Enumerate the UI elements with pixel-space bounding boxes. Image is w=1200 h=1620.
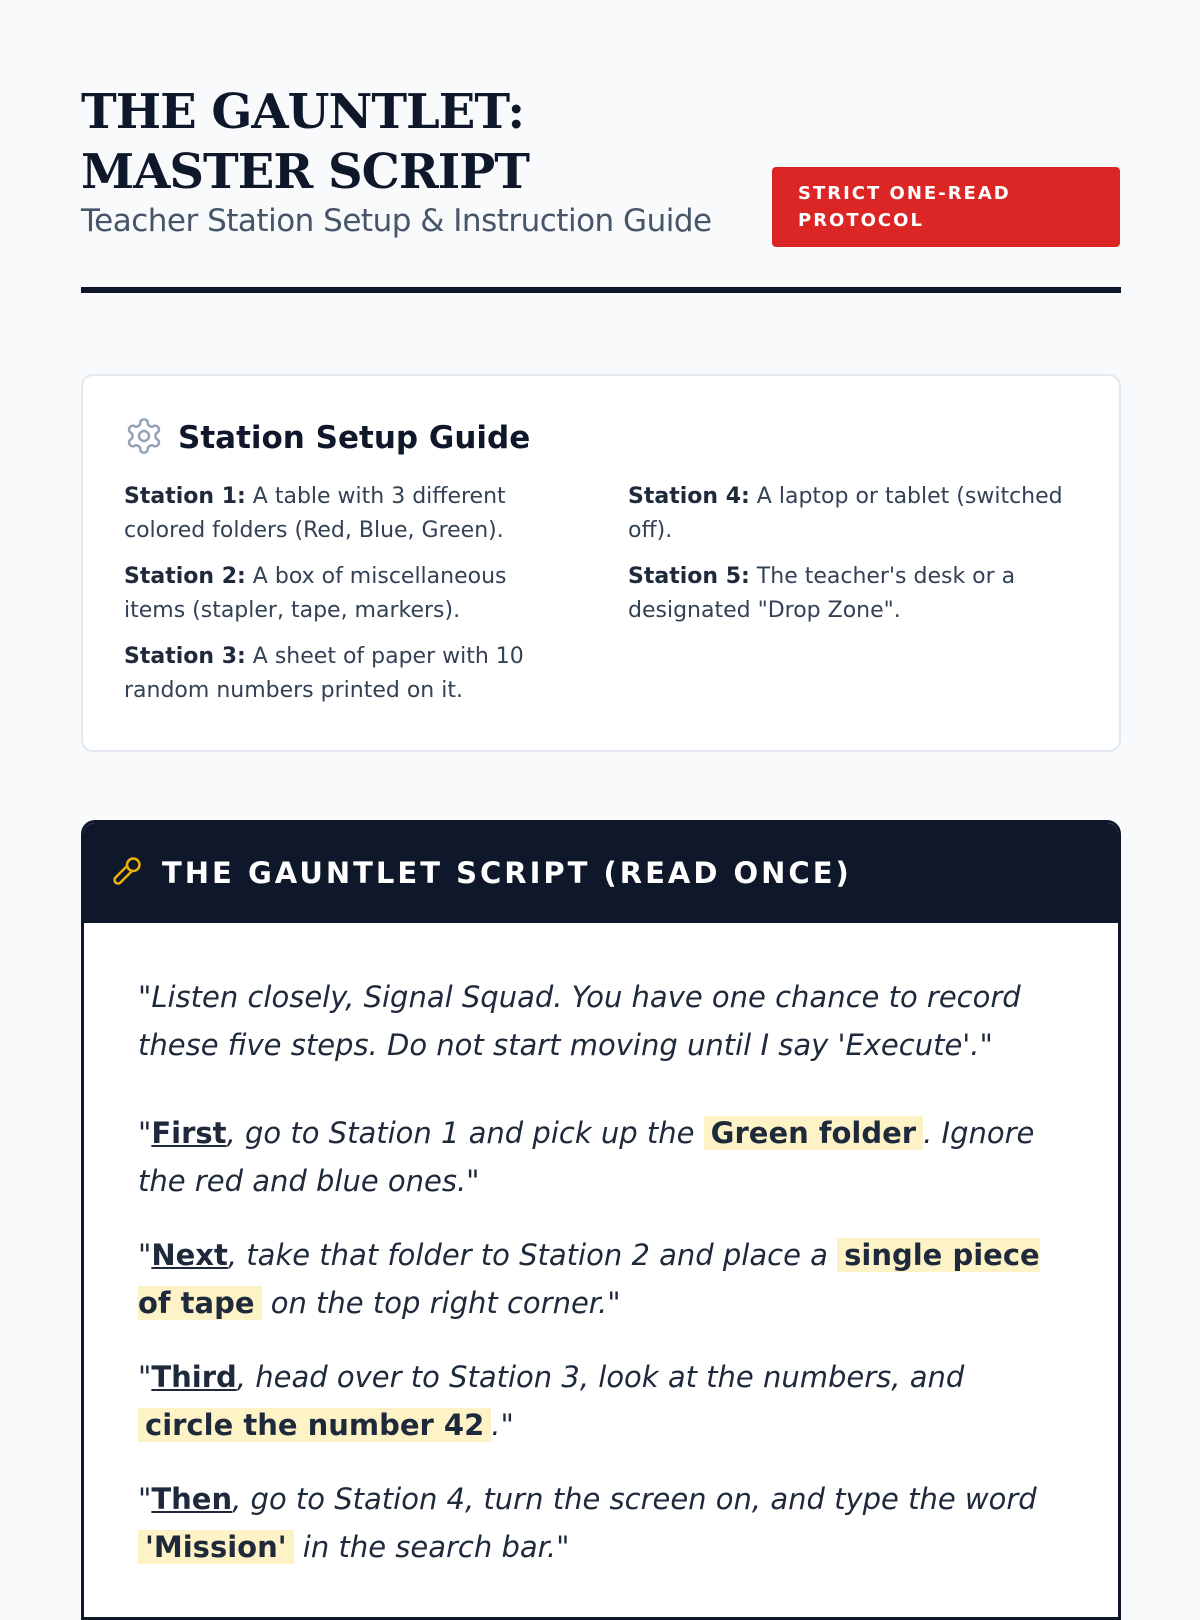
script-title: THE GAUNTLET SCRIPT (READ ONCE) [162,856,852,890]
microphone-icon [112,854,162,892]
open-quote: " [138,1360,152,1394]
step-text: , go to Station 4, turn the screen on, and type the word [232,1482,1037,1516]
station-5 [628,560,1078,628]
station-description: A table with 3 different colored folders (Red, Blue, Green). [124,484,506,543]
step-text: , take that folder to Station 2 and place a [227,1238,838,1272]
step-keyword: Then [151,1482,233,1516]
setup-title: Station Setup Guide [178,420,531,456]
open-quote: " [138,1482,152,1516]
step-keyword: First [151,1116,227,1150]
step-text: , head over to Station 3, look at the numbers, and [236,1360,965,1394]
script-body [84,923,1118,1571]
station-4 [628,480,1078,548]
setup-heading [124,416,1078,460]
script-step-1 [138,1109,1066,1205]
step-text: ." [491,1408,514,1442]
station-label: Station 3: [124,644,246,669]
station-description: A sheet of paper with 10 random numbers printed on it. [124,644,524,703]
station-label: Station 2: [124,564,246,589]
gauntlet-script-card [81,820,1121,1620]
station-2 [124,560,574,628]
station-label: Station 4: [628,484,750,509]
step-text: in the search bar." [293,1530,570,1564]
script-step-4 [138,1475,1066,1571]
page-subtitle: Teacher Station Setup & Instruction Guide [81,203,712,239]
station-label: Station 1: [124,484,246,509]
step-keyword: Third [151,1360,237,1394]
step-highlight: circle the number 42 [138,1408,491,1442]
protocol-badge: STRICT ONE-READ PROTOCOL [772,167,1120,247]
station-1 [124,480,574,548]
station-description: A laptop or tablet (switched off). [628,484,1063,543]
open-quote: " [138,1116,152,1150]
step-highlight: 'Mission' [138,1530,294,1564]
page-header [81,82,1121,240]
header-divider [81,287,1121,293]
step-text: on the top right corner." [261,1286,621,1320]
open-quote: " [138,1238,152,1272]
step-text: , go to Station 1 and pick up the [226,1116,704,1150]
script-step-3 [138,1353,1066,1449]
script-step-2 [138,1231,1066,1327]
step-keyword: Next [151,1238,228,1272]
gear-icon [124,416,178,460]
step-text: . Ignore the red and blue ones." [138,1116,1035,1198]
step-highlight: single piece of tape [138,1238,1040,1320]
station-label: Station 5: [628,564,750,589]
script-intro: "Listen closely, Signal Squad. You have one chance to record these five steps. Do not start moving until I say 'Execute'." [138,980,1021,1062]
station-description: A box of miscellaneous items (stapler, tape, markers). [124,564,507,623]
station-3 [124,640,574,708]
station-description: The teacher's desk or a designated "Drop Zone". [628,564,1016,623]
station-setup-card [81,374,1121,752]
step-highlight: Green folder [704,1116,923,1150]
page-title: THE GAUNTLET: MASTER SCRIPT [81,84,529,200]
script-header [84,823,1118,923]
